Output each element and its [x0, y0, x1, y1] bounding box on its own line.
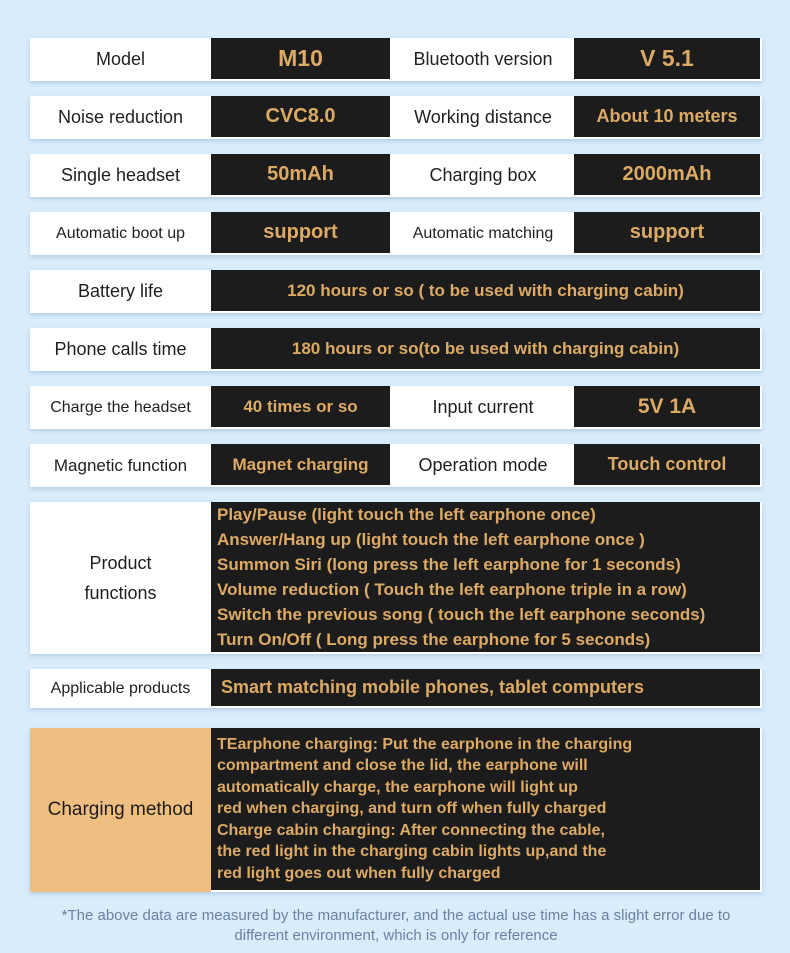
spec-row-automatic: [30, 212, 762, 255]
charging-method-text: [211, 728, 762, 892]
spec-value-operation-mode: Touch control: [574, 444, 762, 487]
spec-label-product-functions: [30, 502, 211, 654]
spec-value-single-headset: 50mAh: [211, 154, 392, 197]
spec-value-model: M10: [211, 38, 392, 81]
product-function-line: Volume reduction ( Touch the left earphone triple in a row): [217, 580, 687, 599]
spec-value-noise-reduction: CVC8.0: [211, 96, 392, 139]
spec-label-charging-method: Charging method: [30, 728, 211, 892]
spec-label-noise-reduction: Noise reduction: [30, 96, 211, 139]
charging-method-line: the red light in the charging cabin lights up,and the: [217, 843, 607, 861]
disclaimer-note: *The above data are measured by the manufacturer, and the actual use time has a slight error due to different environment, which is only for reference: [61, 907, 731, 944]
spec-value-bluetooth-version: V 5.1: [574, 38, 762, 81]
product-function-line: Answer/Hang up (light touch the left earphone once ): [217, 530, 645, 549]
spec-row-battery-capacity: [30, 154, 762, 197]
spec-row-product-functions: [30, 502, 762, 654]
spec-row-battery-life: [30, 270, 762, 313]
spec-value-automatic-matching: support: [574, 212, 762, 255]
charging-method-line: red light goes out when fully charged: [217, 864, 501, 882]
charging-method-line: automatically charge, the earphone will light up: [217, 778, 578, 796]
charging-method-line: red when charging, and turn off when fully charged: [217, 800, 607, 818]
product-functions-list: [211, 502, 762, 654]
spec-value-automatic-boot-up: support: [211, 212, 392, 255]
spec-label-applicable-products: Applicable products: [30, 669, 211, 708]
spec-value-working-distance: About 10 meters: [574, 96, 762, 139]
spec-label-phone-calls-time: Phone calls time: [30, 328, 211, 371]
spec-row-applicable-products: [30, 669, 762, 708]
product-function-line: Switch the previous song ( touch the left earphone seconds): [217, 605, 706, 624]
spec-label-magnetic-function: Magnetic function: [30, 444, 211, 487]
product-function-line: Summon Siri (long press the left earphone for 1 seconds): [217, 555, 681, 574]
spec-row-phone-calls-time: [30, 328, 762, 371]
spec-label-automatic-boot-up: Automatic boot up: [30, 212, 211, 255]
spec-label-model: Model: [30, 38, 211, 81]
spec-value-charging-box: 2000mAh: [574, 154, 762, 197]
spec-label-charge-the-headset: Charge the headset: [30, 386, 211, 429]
spec-row-charging-specs: [30, 386, 762, 429]
spec-row-model: [30, 38, 762, 81]
spec-value-battery-life: 120 hours or so ( to be used with charging cabin): [211, 270, 762, 313]
spec-row-charging-method: [30, 728, 762, 892]
spec-label-charging-box: Charging box: [392, 154, 574, 197]
charging-method-line: TEarphone charging: Put the earphone in the charging: [217, 735, 633, 753]
spec-value-phone-calls-time: 180 hours or so(to be used with charging cabin): [211, 328, 762, 371]
spec-row-noise-reduction: [30, 96, 762, 139]
spec-value-charge-the-headset: 40 times or so: [211, 386, 392, 429]
charging-method-line: compartment and close the lid, the earphone will: [217, 757, 588, 775]
spec-value-magnetic-function: Magnet charging: [211, 444, 392, 487]
spec-row-magnetic-operation: [30, 444, 762, 487]
spec-label-automatic-matching: Automatic matching: [392, 212, 574, 255]
spec-label-battery-life: Battery life: [30, 270, 211, 313]
product-function-line: Turn On/Off ( Long press the earphone for 5 seconds): [217, 630, 651, 649]
spec-label-working-distance: Working distance: [392, 96, 574, 139]
spec-label-input-current: Input current: [392, 386, 574, 429]
spec-value-input-current: 5V 1A: [574, 386, 762, 429]
spec-value-applicable-products: Smart matching mobile phones, tablet computers: [211, 669, 762, 708]
product-function-line: Play/Pause (light touch the left earphone once): [217, 505, 596, 524]
spec-label-bluetooth-version: Bluetooth version: [392, 38, 574, 81]
product-functions-label-text: Product functions: [84, 553, 157, 603]
spec-label-operation-mode: Operation mode: [392, 444, 574, 487]
charging-method-line: Charge cabin charging: After connecting the cable,: [217, 821, 605, 839]
spec-label-single-headset: Single headset: [30, 154, 211, 197]
